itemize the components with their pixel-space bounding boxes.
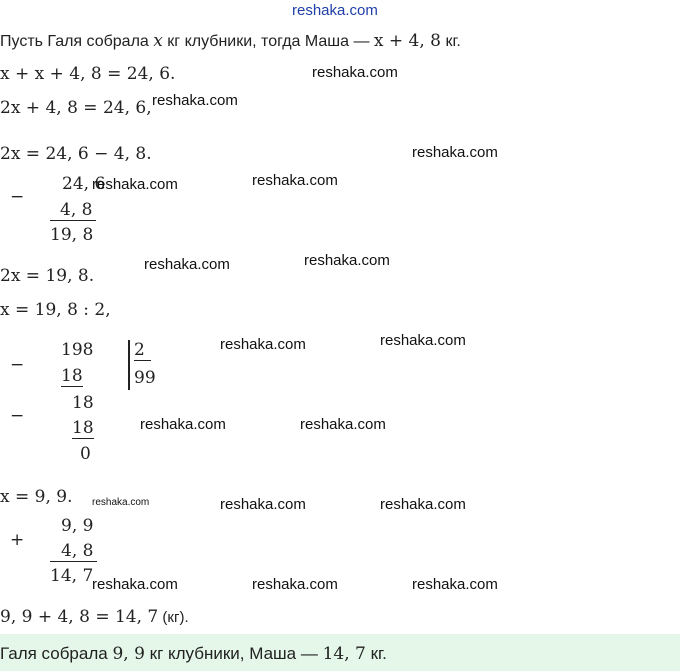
intro-expression: x + 4, 8 xyxy=(373,31,442,51)
problem-intro xyxy=(0,31,461,51)
watermark: reshaka.com xyxy=(300,416,386,433)
division-quotient: 99 xyxy=(134,368,156,388)
answer-line xyxy=(0,644,387,664)
watermark: reshaka.com xyxy=(312,64,398,81)
equation-7-expression: 9, 9 + 4, 8 = 14, 7 xyxy=(0,607,159,627)
addition-sign: + xyxy=(10,530,25,550)
equation-6: x = 9, 9. xyxy=(0,487,73,507)
watermark: reshaka.com xyxy=(412,576,498,593)
division-subtract-1: 18 xyxy=(61,366,83,386)
answer-value-galya: 9, 9 xyxy=(112,644,145,664)
watermark-header: reshaka.com xyxy=(292,2,378,19)
addition-result: 14, 7 xyxy=(50,566,94,586)
intro-text-3: кг. xyxy=(441,33,461,50)
subtraction-subtrahend: 4, 8 xyxy=(50,200,96,221)
watermark: reshaka.com xyxy=(92,497,150,508)
watermark: reshaka.com xyxy=(380,496,466,513)
division-remainder-2: 0 xyxy=(80,444,91,464)
answer-text-2: кг клубники, Маша — xyxy=(144,644,323,663)
equation-2: 2x + 4, 8 = 24, 6, xyxy=(0,98,152,118)
addition-term-2: 4, 8 xyxy=(50,541,97,562)
subtraction-minuend: 24, 6 xyxy=(62,174,106,194)
intro-text-2: кг клубники, тогда Маша — xyxy=(162,33,374,50)
watermark: reshaka.com xyxy=(92,576,178,593)
watermark: reshaka.com xyxy=(412,144,498,161)
answer-text-1: Галя собрала xyxy=(0,644,113,663)
equation-1: x + x + 4, 8 = 24, 6. xyxy=(0,64,176,84)
watermark: reshaka.com xyxy=(220,496,306,513)
division-divisor: 2 xyxy=(134,340,151,361)
watermark: reshaka.com xyxy=(140,416,226,433)
watermark: reshaka.com xyxy=(304,252,390,269)
division-bar-vertical xyxy=(128,340,130,390)
subtraction-result: 19, 8 xyxy=(50,225,94,245)
addition-term-1: 9, 9 xyxy=(61,516,94,536)
equation-7 xyxy=(0,607,189,627)
division-sign-1: − xyxy=(10,355,25,375)
division-subtract-2: 18 xyxy=(72,418,94,438)
division-remainder-1: 18 xyxy=(72,393,94,413)
equation-7-unit: (кг). xyxy=(158,609,189,626)
division-dividend: 198 xyxy=(61,340,94,360)
watermark: reshaka.com xyxy=(252,576,338,593)
division-sign-2: − xyxy=(10,406,25,426)
answer-value-masha: 14, 7 xyxy=(322,644,366,664)
watermark: reshaka.com xyxy=(144,256,230,273)
intro-text-1: Пусть Галя собрала xyxy=(0,33,154,50)
intro-variable: x xyxy=(153,31,163,51)
watermark: reshaka.com xyxy=(220,336,306,353)
equation-5: x = 19, 8 : 2, xyxy=(0,300,111,320)
watermark: reshaka.com xyxy=(152,92,238,109)
watermark: reshaka.com xyxy=(92,176,178,193)
answer-text-3: кг. xyxy=(365,644,387,663)
watermark: reshaka.com xyxy=(380,332,466,349)
watermark: reshaka.com xyxy=(252,172,338,189)
equation-4: 2x = 19, 8. xyxy=(0,266,95,286)
equation-3: 2x = 24, 6 − 4, 8. xyxy=(0,144,152,164)
subtraction-sign: − xyxy=(10,187,25,207)
